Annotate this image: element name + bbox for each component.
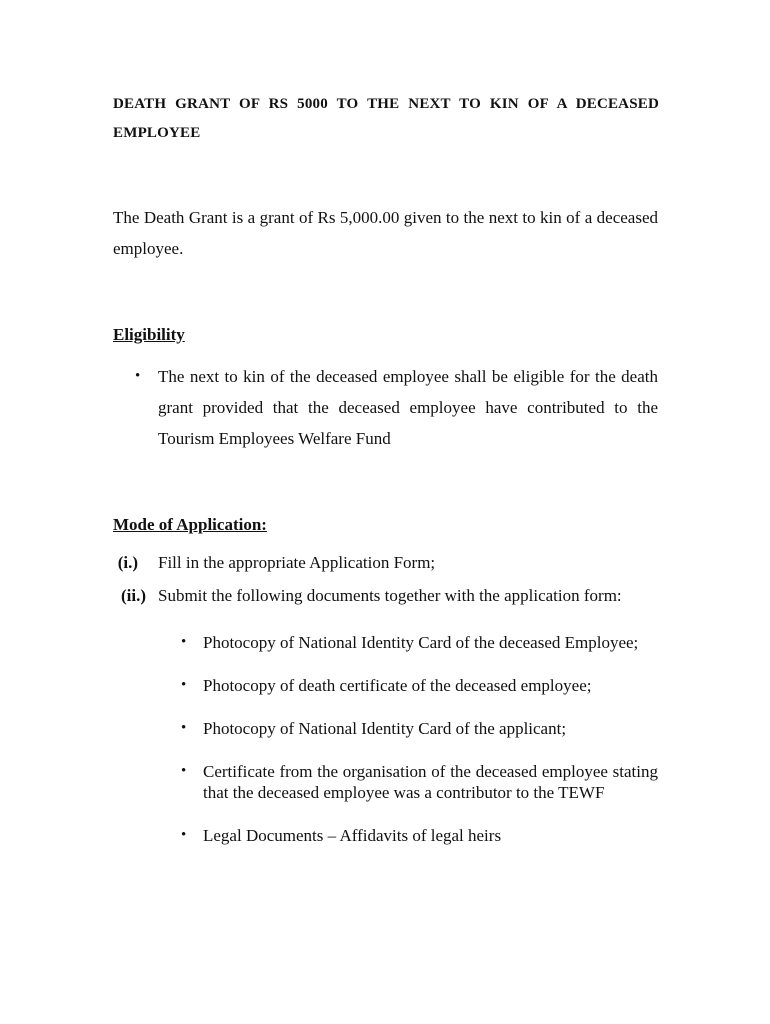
step-text: Fill in the appropriate Application Form; — [158, 553, 436, 572]
document-item-text: Legal Documents – Affidavits of legal heirs — [203, 826, 502, 845]
bullet-icon: • — [135, 368, 141, 384]
bullet-icon: • — [181, 634, 187, 650]
eligibility-item-text: The next to kin of the deceased employee shall be eligible for the death grant provided that the deceased employee have contributed to the Tourism Employees Welfare Fund — [158, 367, 658, 448]
application-steps — [106, 550, 666, 616]
document-item-text: Photocopy of National Identity Card of the applicant; — [203, 719, 567, 738]
eligibility-item — [135, 361, 658, 454]
required-documents-list — [181, 632, 658, 846]
bullet-icon: • — [181, 677, 187, 693]
document-item — [181, 761, 658, 803]
document-item — [181, 825, 658, 846]
bullet-icon: • — [181, 827, 187, 843]
step-number: (i.) — [117, 553, 138, 572]
eligibility-list — [135, 361, 658, 454]
mode-of-application-heading: Mode of Application: — [113, 515, 267, 534]
bullet-icon: • — [181, 720, 187, 736]
document-title: DEATH GRANT OF RS 5000 TO THE NEXT TO KIN OF A DECEASED EMPLOYEE — [113, 96, 659, 141]
document-item-text: Photocopy of death certificate of the deceased employee; — [203, 676, 592, 695]
bullet-icon: • — [181, 763, 187, 779]
document-item — [181, 675, 658, 696]
application-step — [106, 550, 666, 583]
document-item — [181, 718, 658, 739]
document-item-text: Certificate from the organisation of the deceased employee stating that the deceased employee was a contributor to the TEWF — [203, 762, 658, 802]
intro-paragraph: The Death Grant is a grant of Rs 5,000.00 given to the next to kin of a deceased employee. — [113, 208, 658, 258]
document-item — [181, 632, 658, 653]
eligibility-heading: Eligibility — [113, 325, 185, 344]
step-number: (ii.) — [120, 586, 146, 605]
document-item-text: Photocopy of National Identity Card of the deceased Employee; — [203, 633, 639, 652]
application-step — [106, 583, 666, 616]
step-text: Submit the following documents together with the application form: — [158, 586, 622, 605]
